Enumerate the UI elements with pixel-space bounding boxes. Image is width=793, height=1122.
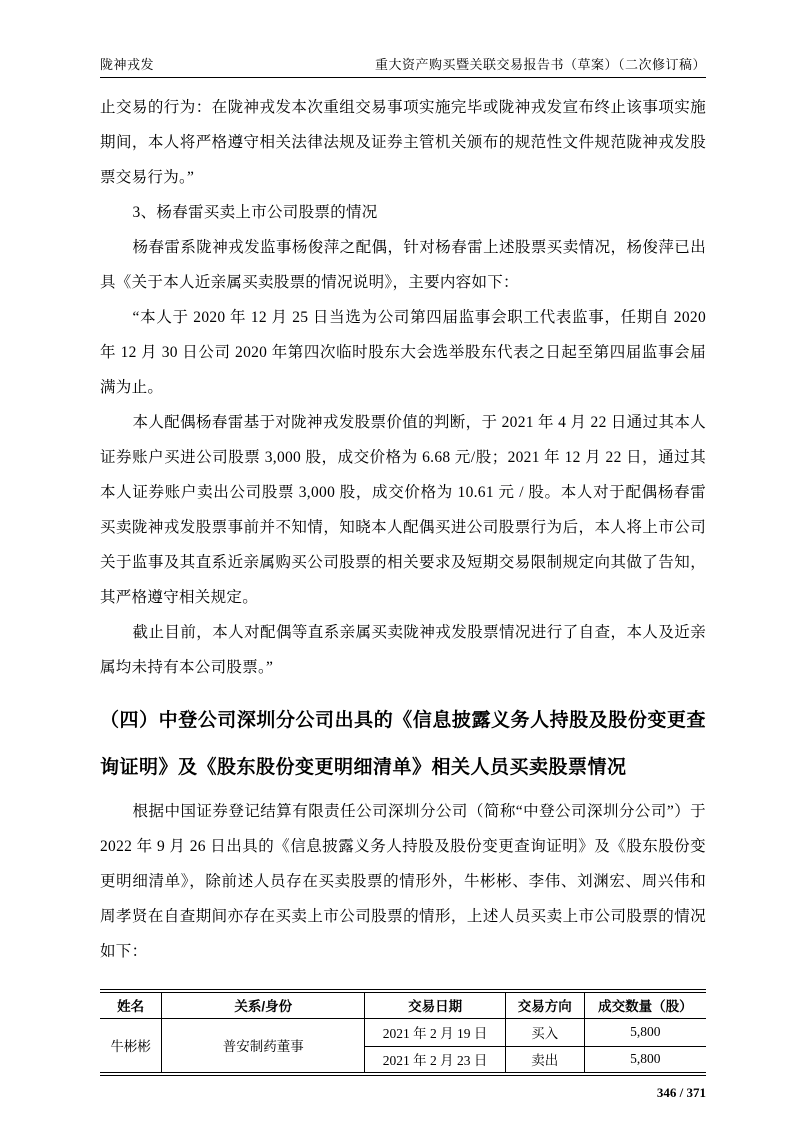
header-cell-direction: 交易方向 [505,991,584,1018]
table-header-row [100,991,706,1018]
subsection-heading-3: 3、杨春雷买卖上市公司股票的情况 [132,204,378,221]
paragraph-csdc-query: 根据中国证券登记结算有限责任公司深圳分公司（简称“中登公司深圳分公司”）于 2022 年 9 月 26 日出具的《信息披露义务人持股及股份变更查询证明》及《股东股份变更明细清单》，除前述人员存在买卖股票的情形外，牛彬彬、李伟、刘渊宏、周兴伟和周孝贤在自查期间亦存在买卖上市公司股票的情形，上述人员买卖上市公司股票的情况如下： [100,803,706,960]
cell-quantity: 5,800 [584,1018,706,1046]
cell-relation: 普安制药董事 [162,1018,365,1074]
trades-table-head [100,991,706,1018]
cell-trade-date: 2021 年 2 月 23 日 [365,1046,506,1074]
cell-quantity: 5,800 [584,1046,706,1074]
section-heading-4: （四）中登公司深圳分公司出具的《信息披露义务人持股及股份变更查询证明》及《股东股份变更明细清单》相关人员买卖股票情况 [100,710,706,778]
paragraph-statement-trades: 本人配偶杨春雷基于对陇神戎发股票价值的判断，于 2021 年 4 月 22 日通过其本人证券账户买进公司股票 3,000 股，成交价格为 6.68 元/股；2021 年 12 月 22 日，通过其本人证券账户卖出公司股票 3,000 股，成交价格为 10.61 元 / 股。本人对于配偶杨春雷买卖陇神戎发股票事前并不知情，知晓本人配偶买进公司股票行为后，本人将上市公司关于监事及其直系近亲属购买公司股票的相关要求及短期交易限制规定向其做了告知，其严格遵守相关规定。 [100,414,706,606]
page-header [100,54,706,78]
trades-table-body [100,1018,706,1074]
header-cell-trade-date: 交易日期 [365,991,506,1018]
cell-direction: 卖出 [505,1046,584,1074]
page-footer [100,1085,706,1101]
page-number: 346 / 371 [656,1085,706,1100]
paragraph-statement-selfcheck: 截止目前，本人对配偶等直系亲属买卖陇神戎发股票情况进行了自查，本人及近亲属均未持有本公司股票。” [100,624,706,676]
header-document-title: 重大资产购买暨关联交易报告书（草案）（二次修订稿） [374,57,706,72]
paragraph-statement-tenure: “本人于 2020 年 12 月 25 日当选为公司第四届监事会职工代表监事，任期自 2020 年 12 月 30 日公司 2020 年第四次临时股东大会选举股东代表之日起至第四届监事会届满为止。 [100,309,706,396]
header-company-name: 陇神戎发 [100,57,155,72]
cell-direction: 买入 [505,1018,584,1046]
document-body [100,90,706,1101]
paragraph-yangchunlei-intro: 杨春雷系陇神戎发监事杨俊萍之配偶，针对杨春雷上述股票买卖情况，杨俊萍已出具《关于本人近亲属买卖股票的情况说明》，主要内容如下： [100,239,706,291]
trades-table [100,989,706,1076]
table-row [100,1018,706,1046]
cell-trade-date: 2021 年 2 月 19 日 [365,1018,506,1046]
header-cell-quantity: 成交数量（股） [584,991,706,1018]
header-cell-name: 姓名 [100,991,162,1018]
paragraph-continuation: 止交易的行为：在陇神戎发本次重组交易事项实施完毕或陇神戎发宣布终止该事项实施期间，本人将严格遵守相关法律法规及证券主管机关颁布的规范性文件规范陇神戎发股票交易行为。” [100,99,706,186]
cell-person-name: 牛彬彬 [100,1018,162,1074]
header-cell-relation: 关系/身份 [162,991,365,1018]
